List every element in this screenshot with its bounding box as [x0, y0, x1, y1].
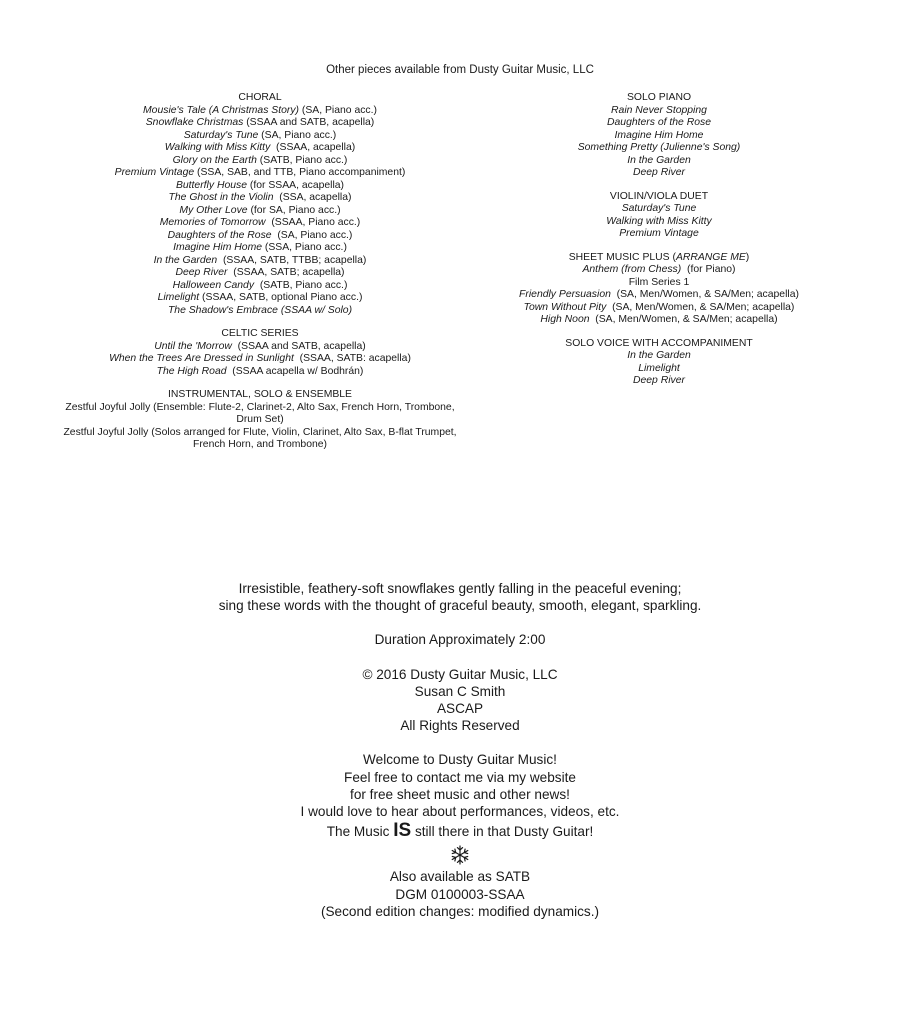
piece-detail: (SSAA and SATB, acapella) — [231, 340, 366, 352]
catalog-item — [60, 117, 460, 130]
catalog-header: Other pieces available from Dusty Guitar Music, LLC — [326, 64, 594, 76]
catalog-item — [60, 267, 460, 280]
catalog-number: DGM 0100003-SSAA — [395, 886, 525, 902]
copyright-line: © 2016 Dusty Guitar Music, LLC — [362, 666, 558, 682]
piece-title: Limelight — [638, 362, 680, 374]
piece-detail: (SSAA, SATB; acapella) — [227, 267, 345, 278]
piece-detail: Zestful Joyful Jolly (Solos arranged for Flute, Violin, Clarinet, Alto Sax, B-flat Trumpet, French Horn, and Trombone) — [63, 426, 460, 450]
catalog-item — [500, 289, 818, 302]
catalog-item — [60, 427, 460, 452]
snowflake-icon — [449, 844, 471, 866]
catalog-item — [500, 277, 818, 290]
catalog-item — [500, 203, 818, 216]
piece-title: Saturday's Tune — [183, 129, 259, 141]
arrange-me-label: ARRANGE ME — [675, 251, 746, 263]
section-title: SOLO PIANO — [626, 92, 692, 103]
catalog-item — [60, 242, 460, 255]
piece-detail: Film Series 1 — [628, 276, 690, 288]
catalog-item — [60, 130, 460, 143]
piece-detail: Zestful Joyful Jolly (Ensemble: Flute-2, Clarinet-2, Alto Sax, French Horn, Trombone, Drum Set) — [65, 401, 458, 425]
piece-detail: (SA, Piano acc.) — [299, 104, 377, 116]
catalog-section — [500, 338, 818, 388]
piece-detail: (SATB, Piano acc.) — [254, 279, 348, 291]
piece-title: Town Without Pity — [523, 301, 607, 313]
society: ASCAP — [436, 701, 484, 717]
tagline-is: IS — [393, 820, 412, 842]
welcome-line: Feel free to contact me via my website — [344, 769, 576, 785]
catalog-item — [60, 205, 460, 218]
piece-detail: (SSAA, Piano acc.) — [265, 217, 361, 228]
catalog-left-column — [60, 92, 460, 463]
piece-detail: (SSA, SAB, and TTB, Piano accompaniment) — [194, 167, 406, 178]
catalog-item — [60, 305, 460, 318]
piece-title: Saturday's Tune — [621, 203, 697, 214]
piece-title: Glory on the Earth — [172, 154, 257, 166]
catalog-section — [500, 92, 818, 180]
piece-title: Something Pretty (Julienne's Song) — [577, 142, 741, 153]
welcome-block — [0, 751, 900, 840]
piece-title: Memories of Tomorrow — [159, 217, 266, 228]
catalog-item — [500, 216, 818, 229]
catalog-item — [500, 167, 818, 180]
catalog-item — [500, 155, 818, 168]
piece-title: Until the 'Morrow — [154, 340, 232, 352]
piece-title: Daughters of the Rose — [607, 117, 711, 128]
catalog-item — [60, 366, 460, 379]
catalog-section — [60, 92, 460, 317]
catalog-item — [60, 142, 460, 155]
tagline-pre: The Music — [326, 824, 394, 840]
catalog-item — [60, 280, 460, 293]
piece-title: Snowflake Christmas — [145, 117, 244, 128]
song-info — [0, 580, 900, 920]
piece-title: Daughters of the Rose — [167, 229, 272, 241]
catalog-item — [500, 117, 818, 130]
piece-title: When the Trees Are Dressed in Sunlight — [109, 353, 294, 364]
piece-title: The Shadow's Embrace (SSAA w/ Solo) — [167, 304, 353, 316]
footer-line: Also available as SATB — [389, 869, 531, 885]
duration: Duration Approximately 2:00 — [374, 632, 546, 648]
piece-detail: (SSA, Piano acc.) — [262, 242, 347, 253]
tagline — [0, 822, 900, 840]
piece-detail: (SSAA, SATB: acapella) — [293, 353, 411, 364]
piece-title: Halloween Candy — [172, 279, 255, 291]
piece-title: Friendly Persuasion — [519, 289, 611, 300]
piece-title: Imagine Him Home — [173, 242, 263, 253]
section-title: CHORAL — [238, 92, 282, 103]
catalog-item — [60, 155, 460, 168]
piece-detail: (SSAA, SATB, TTBB; acapella) — [217, 254, 367, 266]
piece-title: The High Road — [156, 365, 227, 377]
catalog-item — [60, 353, 460, 366]
catalog-item — [60, 105, 460, 118]
catalog-item — [60, 402, 460, 427]
section-title: CELTIC SERIES — [221, 328, 299, 339]
poem-line: Irresistible, feathery-soft snowflakes gently falling in the peaceful evening; — [238, 581, 682, 596]
catalog-item — [500, 264, 818, 277]
piece-title: Deep River — [633, 167, 685, 178]
piece-title: Premium Vintage — [114, 167, 195, 178]
footer-block — [0, 868, 900, 920]
piece-detail: (SSAA acapella w/ Bodhrán) — [226, 365, 364, 377]
section-title: SOLO VOICE WITH ACCOMPANIMENT — [565, 337, 753, 349]
piece-detail: (for SSAA, acapella) — [247, 179, 345, 191]
copyright-block — [0, 666, 900, 735]
catalog-item — [60, 180, 460, 193]
piece-detail: (SSAA, SATB, optional Piano acc.) — [199, 292, 363, 303]
catalog-item — [500, 142, 818, 155]
piece-detail: (SA, Men/Women, & SA/Men; acapella) — [606, 301, 795, 313]
catalog-section — [60, 389, 460, 452]
poem — [0, 580, 900, 614]
piece-title: In the Garden — [627, 154, 691, 166]
piece-detail: (SA, Piano acc.) — [271, 229, 353, 241]
catalog-item — [500, 130, 818, 143]
catalog-section — [500, 252, 818, 327]
catalog-item — [500, 375, 818, 388]
piece-title: Imagine Him Home — [614, 129, 704, 141]
catalog-section — [500, 191, 818, 241]
piece-title: The Ghost in the Violin — [168, 192, 274, 203]
piece-title: Rain Never Stopping — [611, 104, 707, 116]
piece-title: Deep River — [175, 267, 228, 278]
piece-detail: (SA, Men/Women, & SA/Men; acapella) — [610, 289, 799, 300]
catalog-item — [60, 217, 460, 230]
piece-detail: (SSA, acapella) — [273, 192, 352, 203]
catalog-item — [500, 314, 818, 327]
edition-note: (Second edition changes: modified dynamics.) — [320, 903, 600, 919]
piece-title: In the Garden — [627, 350, 691, 361]
welcome-line: Welcome to Dusty Guitar Music! — [363, 752, 557, 768]
catalog-item — [60, 341, 460, 354]
catalog-item — [60, 167, 460, 180]
piece-title: Anthem (from Chess) — [582, 264, 682, 275]
section-title: SHEET MUSIC PLUS (ARRANGE ME) — [568, 251, 750, 263]
catalog-item — [500, 363, 818, 376]
section-title: VIOLIN/VIOLA DUET — [609, 190, 709, 202]
piece-title: My Other Love — [179, 204, 248, 216]
tagline-post: still there in that Dusty Guitar! — [411, 824, 594, 840]
piece-title: Mousie's Tale (A Christmas Story) — [143, 104, 299, 116]
piece-title: Walking with Miss Kitty — [164, 142, 271, 153]
poem-line: sing these words with the thought of graceful beauty, smooth, elegant, sparkling. — [218, 598, 702, 614]
section-title: INSTRUMENTAL, SOLO & ENSEMBLE — [168, 389, 352, 400]
piece-title: High Noon — [540, 314, 590, 325]
piece-title: In the Garden — [153, 254, 218, 266]
piece-detail: (SSAA, acapella) — [270, 142, 356, 153]
piece-title: Walking with Miss Kitty — [606, 215, 712, 227]
piece-title: Premium Vintage — [619, 228, 699, 239]
welcome-line: I would love to hear about performances, videos, etc. — [300, 804, 620, 820]
rights: All Rights Reserved — [400, 718, 520, 734]
piece-detail: (for Piano) — [681, 264, 736, 275]
piece-title: Butterfly House — [175, 179, 247, 191]
composer-name: Susan C Smith — [414, 683, 506, 699]
piece-detail: (for SA, Piano acc.) — [247, 204, 341, 216]
piece-detail: (SA, Men/Women, & SA/Men; acapella) — [589, 314, 778, 325]
piece-detail: (SATB, Piano acc.) — [256, 154, 348, 166]
catalog-right-column — [500, 92, 818, 399]
catalog-section — [60, 328, 460, 378]
catalog-item — [500, 228, 818, 241]
catalog-item — [60, 292, 460, 305]
catalog-item — [60, 192, 460, 205]
catalog-item — [500, 302, 818, 315]
welcome-line: for free sheet music and other news! — [350, 786, 570, 802]
catalog-item — [60, 255, 460, 268]
catalog-item — [500, 350, 818, 363]
piece-title: Limelight — [157, 292, 200, 303]
piece-detail: (SSAA and SATB, acapella) — [243, 117, 375, 128]
piece-title: Deep River — [633, 375, 685, 386]
catalog-item — [60, 230, 460, 243]
catalog-item — [500, 105, 818, 118]
piece-detail: (SA, Piano acc.) — [258, 129, 337, 141]
